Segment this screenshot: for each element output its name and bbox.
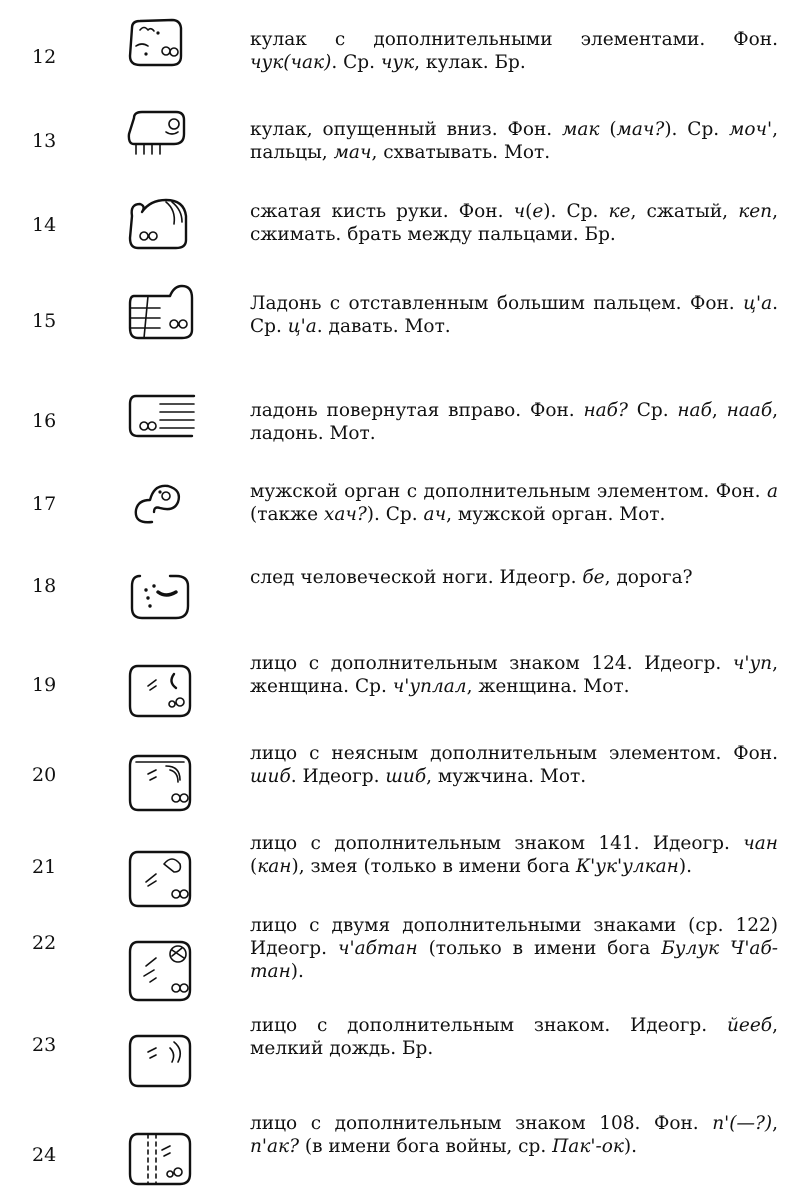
italic-term: шиб — [250, 766, 291, 787]
italic-term: йееб — [727, 1015, 773, 1036]
text-run: , схватывать. Мот. — [371, 142, 551, 163]
italic-term: моч' — [729, 119, 773, 140]
face-sign-glyph-icon — [126, 1032, 194, 1088]
text-run: (в имени бога войны, ср. — [299, 1136, 553, 1157]
entry-number: 13 — [32, 130, 57, 152]
entry-number: 16 — [32, 410, 57, 432]
entry-text — [250, 28, 778, 74]
text-run: . давать. Мот. — [316, 316, 451, 337]
text-run: ). — [290, 961, 304, 982]
text-run: , мелкий дождь. Бр. — [250, 1015, 778, 1059]
text-run: , — [711, 400, 727, 421]
italic-term: ц'а — [287, 316, 317, 337]
text-run: , мужской орган. Мот. — [446, 504, 666, 525]
italic-term: п'ак? — [250, 1136, 299, 1157]
entry-number: 24 — [32, 1144, 57, 1166]
entry-text — [250, 1112, 778, 1158]
text-run: ( — [599, 119, 617, 140]
text-run: , ладонь. Мот. — [250, 400, 779, 444]
text-run: след человеческой ноги. Идеогр. — [250, 567, 583, 588]
text-run: лицо с дополнительным знаком 124. Идеогр. — [250, 653, 733, 674]
text-run: . Идеогр. — [290, 766, 386, 787]
palm-thumb-glyph-icon — [126, 282, 198, 340]
text-run: ). — [678, 856, 692, 877]
text-run: ). — [623, 1136, 637, 1157]
entry-number: 19 — [32, 674, 57, 696]
italic-term: кан — [257, 856, 292, 877]
text-run: кулак с дополнительными элементами. Фон. — [250, 29, 778, 50]
italic-term: чан — [743, 833, 778, 854]
entry-text — [250, 914, 778, 983]
entry-text — [250, 399, 778, 445]
italic-term: ач — [423, 504, 447, 525]
entry-number: 20 — [32, 764, 57, 786]
italic-term: ч'уплал — [392, 676, 467, 697]
italic-term: п'(—?) — [712, 1113, 773, 1134]
text-run: лицо с двумя дополнительными знаками (ср. 122) Идеогр. — [250, 915, 778, 959]
text-run: (также — [250, 504, 324, 525]
italic-term: кеп — [738, 201, 773, 222]
italic-term: а — [766, 481, 778, 502]
entry-number: 17 — [32, 493, 57, 515]
text-run: ладонь повернутая вправо. Фон. — [250, 400, 584, 421]
text-run: кулак, опущенный вниз. Фон. — [250, 119, 563, 140]
italic-term: ч'абтан — [337, 938, 418, 959]
clenched-hand-glyph-icon — [126, 196, 190, 250]
text-run: ), змея (только в имени бога — [291, 856, 576, 877]
text-run: , кулак. Бр. — [414, 52, 526, 73]
italic-term: Пак'-ок — [552, 1136, 624, 1157]
entry-number: 21 — [32, 856, 57, 878]
text-run: мужской орган с дополнительным элементом. Фон. — [250, 481, 767, 502]
face-two-signs-glyph-icon — [126, 938, 194, 1002]
text-run: лицо с дополнительным знаком 108. Фон. — [250, 1113, 713, 1134]
entry-text — [250, 652, 778, 698]
italic-term: шиб — [385, 766, 427, 787]
entry-text — [250, 566, 778, 589]
text-run: . Ср. — [331, 52, 381, 73]
text-run: ( — [525, 201, 533, 222]
text-run: , пальцы, — [250, 119, 778, 163]
text-run: , сжимать. брать между пальцами. Бр. — [250, 201, 778, 245]
text-run: ). Ср. — [664, 119, 730, 140]
italic-term: чук(чак) — [250, 52, 332, 73]
italic-term: мач — [333, 142, 372, 163]
italic-term: нааб — [726, 400, 773, 421]
text-run: , женщина. Мот. — [466, 676, 630, 697]
text-run: лицо с дополнительным знаком 141. Идеогр. — [250, 833, 744, 854]
entry-text — [250, 118, 778, 164]
fist-down-glyph-icon — [126, 110, 188, 158]
entry-text — [250, 200, 778, 246]
text-run: ). Ср. — [366, 504, 424, 525]
text-run: сжатая кисть руки. Фон. — [250, 201, 514, 222]
entry-text — [250, 480, 778, 526]
footprint-glyph-icon — [126, 566, 192, 622]
entry-number: 22 — [32, 932, 57, 954]
palm-right-glyph-icon — [126, 392, 198, 438]
entry-text — [250, 742, 778, 788]
face-124-glyph-icon — [126, 662, 194, 718]
text-run: ( — [250, 856, 258, 877]
italic-term: ч — [513, 201, 526, 222]
italic-term: мак — [562, 119, 600, 140]
text-run: , женщина. Ср. — [250, 653, 778, 697]
entry-number: 15 — [32, 310, 57, 332]
text-run: , — [772, 1113, 778, 1134]
italic-term: ц'а — [743, 293, 773, 314]
italic-term: К'ук'улкан — [575, 856, 679, 877]
face-unclear-glyph-icon — [126, 752, 194, 812]
text-run: Ср. — [627, 400, 678, 421]
entry-text — [250, 292, 778, 338]
text-run: , мужчина. Мот. — [426, 766, 587, 787]
fist-glyph-icon — [126, 18, 186, 68]
male-organ-glyph-icon — [126, 478, 186, 530]
text-run: ). Ср. — [543, 201, 609, 222]
italic-term: Булук Ч'аб-тан — [250, 938, 778, 982]
entry-number: 12 — [32, 46, 57, 68]
face-141-glyph-icon — [126, 848, 194, 908]
italic-term: наб? — [583, 400, 628, 421]
face-108-glyph-icon — [126, 1130, 194, 1186]
entry-text — [250, 1014, 778, 1060]
italic-term: чук — [380, 52, 415, 73]
entry-number: 23 — [32, 1034, 57, 1056]
text-run: лицо с неясным дополнительным элементом. Фон. — [250, 743, 778, 764]
italic-term: ч'уп — [732, 653, 773, 674]
italic-term: бе — [582, 567, 605, 588]
entry-number: 18 — [32, 575, 57, 597]
text-run: , сжатый, — [630, 201, 739, 222]
italic-term: наб — [677, 400, 712, 421]
entry-number: 14 — [32, 214, 57, 236]
italic-term: хач? — [323, 504, 367, 525]
italic-term: мач? — [616, 119, 665, 140]
text-run: , дорога? — [604, 567, 693, 588]
italic-term: е — [532, 201, 544, 222]
italic-term: ке — [608, 201, 631, 222]
text-run: . Ср. — [250, 293, 778, 337]
text-run: Ладонь с отставленным большим пальцем. Фон. — [250, 293, 744, 314]
text-run: (только в имени бога — [417, 938, 662, 959]
text-run: лицо с дополнительным знаком. Идеогр. — [250, 1015, 727, 1036]
entry-text — [250, 832, 778, 878]
